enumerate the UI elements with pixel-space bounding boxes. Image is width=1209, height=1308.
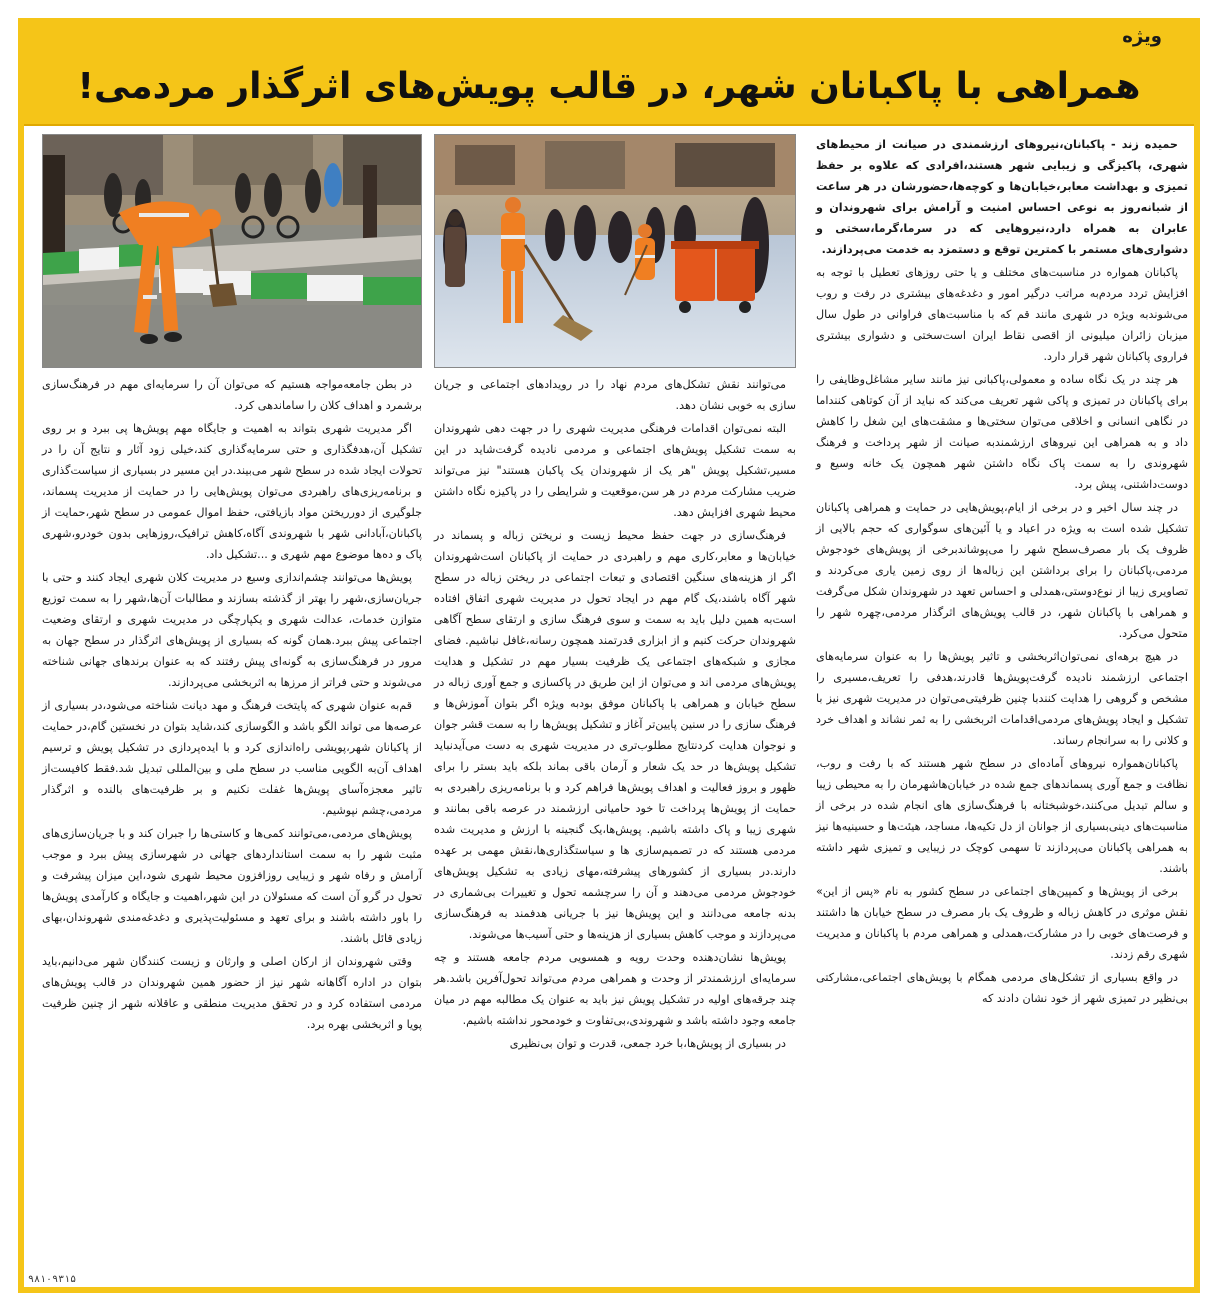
paragraph: اگر مدیریت شهری بتواند به اهمیت و جایگاه مهم پویش‌ها پی ببرد و بر روی تشکیل آن،هدفگذاری و حتی سرمایه‌گذاری کند،خیلی زود آثار و نتایج آن را در تحولات ایجاد شده در سطح شهر می‌بیند.در این مسیر در بسیاری از سیاست‌گذاری و برنامه‌ریزی‌های راهبردی می‌توان پویش‌هایی را در حمایت از مدیریت پسماند، جلوگیری از دورریختن مواد بازیافتی، حفظ اموال عمومی در سطح شهر،حمایت از پاکبانان،آبادانی شهر با شهروندی آگاه،کاهش ترافیک،روزهایی بدون خودرو،شهری پاک و ده‌ها موضوع مهم شهری و ...تشکیل داد. [42,422,422,561]
lead-paragraph: حمیده زند - پاکبانان،نیروهای ارزشمندی در صیانت از محیط‌های شهری، پاکیزگی و زیبایی شهر هستند،افرادی که علاوه بر حفظ تمیزی و بهداشت معابر،خیابان‌ها و کوچه‌ها،حضورشان در هر ساعت از شبانه‌روز به نوعی احساس امنیت و آرامش برای شهروندان و عابران به همراه دارد،نیروهایی که در سرما،گرما،سختی و دشواری‌های مستمر با کمترین توقع و دستمزد به خدمت می‌پردازند. [816,138,1188,256]
paragraph: پاکبانان‌همواره نیروهای آماده‌ای در سطح شهر هستند که با رفت و روب، نظافت و جمع آوری پسماندهای جمع شده در خیابان‌ها‌شهرمان را به محیطی زیبا و سالم تبدیل می‌کنند،خوشبختانه با فرهنگ‌سازی های انجام شده در برخی از مناسبت‌های دینی‌بسیاری از جوانان از دل تکیه‌ها، مساجد، هیئت‌ها و حسینیه‌ها نیز به همراهی پاکبانان می‌پردازند تا سهمی کوچک در زیبایی و تمیزی شهر داشته باشند. [816,757,1188,875]
photo-street-sweepers [434,134,796,368]
headline: همراهی با پاکبانان شهر، در قالب پویش‌های اثرگذار مردمی! [77,66,1141,107]
column-left [42,374,422,1037]
section-tag: ویژه [1122,26,1162,47]
paragraph: پویش‌ها می‌توانند چشم‌اندازی وسیع در مدیریت کلان شهری ایجاد کنند و حتی با جریان‌سازی،شهر را بهتر از گذشته بسازند و مطالبات آن‌ها،شهر را به سمت توزیع متوازن خدمات، عدالت شهری و یکپارچگی در مدیریت شهری و ارتقای وضعیت اجتماعی پیش ببرد.همان گونه که بسیاری از پویش‌های اثرگذار در سطح جهان به مرور در فرهنگ‌سازی به گونه‌ای پیش رفتند که به عنوان برندهای جهانی شناخته می‌شوند و حتی فراتر از مرزها به اثربخشی می‌پردازند. [42,571,422,689]
paragraph: وقتی شهروندان از ارکان اصلی و وارثان و زیست کنندگان شهر می‌دانیم،باید بتوان در اداره آگاهانه شهر نیز از حضور همین شهروندان در قالب پویش‌های مردمی استفاده کرد و در تحقق مدیریت منطقی و عاقلانه شهر از چنین ظرفیت پویا و اثربخشی بهره برد. [42,955,422,1031]
paragraph: در بسیاری از پویش‌ها،با خرد جمعی، قدرت و توان بی‌نظیری [509,1037,786,1050]
paragraph: البته نمی‌توان اقدامات فرهنگی مدیریت شهری را در جهت دهی شهروندان به سمت تشکیل پویش‌های اجتماعی و مردمی نادیده گرفت‌شاید در این مسیر،تشکیل پویش "هر یک از شهروندان یک پاکبان هستند" نیز می‌تواند ضریب مشارکت مردم در هر سن،موقعیت و شرایطی را در پاکیزه نگاه داشتن محیط شهری افزایش دهد. [434,422,796,519]
paragraph: پویش‌های مردمی،می‌توانند کمی‌ها و کاستی‌ها را جبران کند و با جریان‌سازی‌های مثبت شهر را به سمت استانداردهای جهانی در شهرسازی پیش ببرد و موجب آرامش و رفاه شهر و زیبایی روزافزون محیط شهری شود،این میزان پیشرفت و تحول در گرو آن است که مسئولان در این شهر،اهمیت و جایگاه و کارآمدی پویش‌ها را باور داشته باشند و برای تعهد و مسئولیت‌پذیری و دغدغه‌مندی شهروندان،بهای زیادی قائل باشند. [42,827,422,945]
photo-curb-sweeper [42,134,422,368]
paragraph: فرهنگ‌سازی در جهت حفظ محیط زیست و نریختن زباله و پسماند در خیابان‌ها و معابر،کاری مهم و راهبردی در حمایت از پاکبانان است‌شهروندان اگر از هزینه‌های سنگین اقتصادی و تبعات اجتماعی در ریختن زباله در سطح شهر آگاه باشند،یک گام مهم در ایجاد تحول در مدیریت شهری اتفاق افتاده است‌به همین دلیل باید به سمت و سوی فرهنگ سازی و ارتقای سطح آگاهی شهروندان حرکت کنیم و از ابزاری قدرتمند همچون رسانه،غافل نباشیم. فضای مجازی و شبکه‌های اجتماعی یک ظرفیت بسیار مهم در تشکیل و هدایت پویش‌های مردمی اند و می‌توان از این طریق در پاکسازی و جمع آوری زباله در سطح خیابان و همراهی با پاکبانان موفق بود‌به ویژه اگر بتوان آموزش‌ها و فرهنگ سازی را در سنین پایین‌تر آغاز و تشکیل پویش‌ها را به سمت قشر جوان و نوجوان هدایت کرد‌نتایج مطلوب‌تری در مدیریت شهری به دست می‌آید‌نباید تشکیل پویش‌ها در حد یک شعار و آرمان باقی بماند بلکه باید بستر را برای ظهور و بروز فعالیت و اهداف پویش‌ها فراهم کرد و با برنامه‌ریزی راهبردی به حمایت از پویش‌ها پرداخت تا خود حامیانی ارزشمند در عرصه باقی بمانند و شهری زیبا و پاک داشته باشیم. پویش‌ها،یک گنجینه با ارزش و مدیریت شده مردمی هستند که در تصمیم‌سازی ها و سیاستگذاری‌ها،نقش مهمی بر عهده دارند.در بسیاری از کشورهای پیشرفته،مهای زیادی به تشکیل پویش‌های خودجوش مردمی می‌دهند و آن را سرچشمه تحول و تغییرات بی‌شماری در بدنه جامعه می‌دانند و این پویش‌ها نیز با جریانی هدفمند به فرهنگ‌سازی می‌پردازند و موجب کاهش بسیاری از هزینه‌ها و حتی آسیب‌ها می‌شوند. [434,529,796,941]
footer-code: ۹۸۱۰۹۳۱۵ [28,1274,77,1285]
paragraph: در بطن جامعه‌مواجه هستیم که می‌توان آن را سرمایه‌ای مهم در فرهنگ‌سازی برشمرد و اهداف کلان را ساماندهی کرد. [42,378,422,412]
paragraph: می‌توانند نقش تشکل‌های مردم نهاد را در رویدادهای اجتماعی و جریان سازی به خوبی نشان دهد. [434,378,796,412]
column-middle [434,374,796,1056]
paragraph: پاکبانان همواره در مناسبت‌های مختلف و یا حتی روزهای تعطیل با توجه به افزایش تردد مردم‌به مراتب درگیر امور و دغدغه‌های بیشتری در رفت و روب می‌شوند‌به ویژه در شهری مانند قم که با مناسبت‌های فراوانی در طول سال میزبان زائران میلیونی از اقصی نقاط ایران است‌سختی و دشواری بیشتری فراروی پاکبانان شهر قرار دارد. [816,266,1188,363]
paragraph: در چند سال اخیر و در برخی از ایام،پویش‌هایی در حمایت و همراهی پاکبانان تشکیل شده است به ویژه در اعیاد و یا آئین‌های سوگواری که حجم بالایی از ظروف یک بار مصرف‌سطح شهر را می‌پوشاند‌برخی از پویش‌های خودجوش مردمی،پاکبانان را برای برداشتن این زباله‌ها از روی زمین یاری می‌کردند و تصاویری زیبا از نوع‌دوستی،همدلی و احساس تعهد در شهروندان شکل می‌گرفت و همراهی با پاکبانان شهر، در قالب پویش‌های اثرگذار مردمی،چهره شهر را متحول می‌کرد. [816,501,1188,640]
paragraph: برخی از پویش‌ها و کمپین‌های اجتماعی در سطح کشور به نام «پس از این» نقش موثری در کاهش زباله و ظروف یک بار مصرف در سطح خیابان ها داشتند و فرصت‌های خوبی را در مشارکت،همدلی و همراهی مردم با پاکبانان و مدیریت شهری رقم زدند. [816,885,1188,961]
paragraph: هر چند در یک نگاه ساده و معمولی،پاکبانی نیز مانند سایر مشاغل‌وظایفی را برای پاکبانان در تمیزی و پاکی شهر تعریف می‌کند که نباید از آن کوتاهی کنند‌اما در نگاهی انسانی و اخلاقی می‌توان سختی‌ها و مشقت‌های این شغل را کاهش داد و به همراهی این نیروهای ارزشمند‌به صیانت از شهر پرداخت و فرهنگ شهروندی را به سمت پاک نگاه داشتن شهر همچون یک خانه وسیع و دوست‌داشتنی، پیش برد. [816,373,1188,491]
paragraph: پویش‌ها نشان‌دهنده وحدت رویه و همسویی مردم جامعه هستند و چه سرمایه‌ای ارزشمندتر از وحدت و همراهی مردم می‌تواند تحول‌آفرین باشد.هر چند جرقه‌های اولیه در تشکیل پویش نیز باید به عنوان یک مطالبه مهم در میان جامعه وجود داشته باشد و شهروندی،بی‌تفاوت و خودمحور نداشته باشیم. [434,951,796,1027]
column-right [816,134,1188,1011]
paragraph: در هیچ برهه‌ای نمی‌توان‌اثربخشی و تاثیر پویش‌ها را به عنوان سرمایه‌های اجتماعی ارزشمند نادیده گرفت‌پویش‌ها قادرند،هدفی را تعریف‌،مسیری را مشخص و گروهی را هدایت کنند‌با چنین ظرفیتی‌می‌توان در مدیریت شهری نیز با تشکیل و ایجاد پویش‌های مردمی‌اقدامات اثربخشی را به ثمر نشاند و اهداف خرد و کلانی را به سرانجام رساند. [816,650,1188,747]
paragraph: قم‌به عنوان شهری که پایتخت فرهنگ و مهد دیانت شناخته می‌شود،در بسیاری از عرصه‌ها می تواند الگو باشد و الگوسازی کند،شاید بتوان در نخستین گام،در حمایت از پاکبانان شهر،پویشی راه‌اندازی کرد و با ایده‌پردازی در تشکیل پویش و ترسیم اهداف آن‌به الگویی مناسب در سطح ملی و بین‌المللی تبدیل شد.فقط کافیست‌از تاثیر معجزه‌آسای پویش‌ها غفلت نکنیم و بر ظرفیت‌های بالنده و اثرگذار مردمی،چشم نپوشیم. [42,699,422,817]
page-frame [18,18,1200,1293]
article-body [24,124,1194,1287]
paragraph: در واقع بسیاری از تشکل‌های مردمی همگام با پویش‌های اجتماعی،مشارکتی بی‌نظیر در تمیزی شهر از خود نشان دادند که [816,971,1188,1005]
